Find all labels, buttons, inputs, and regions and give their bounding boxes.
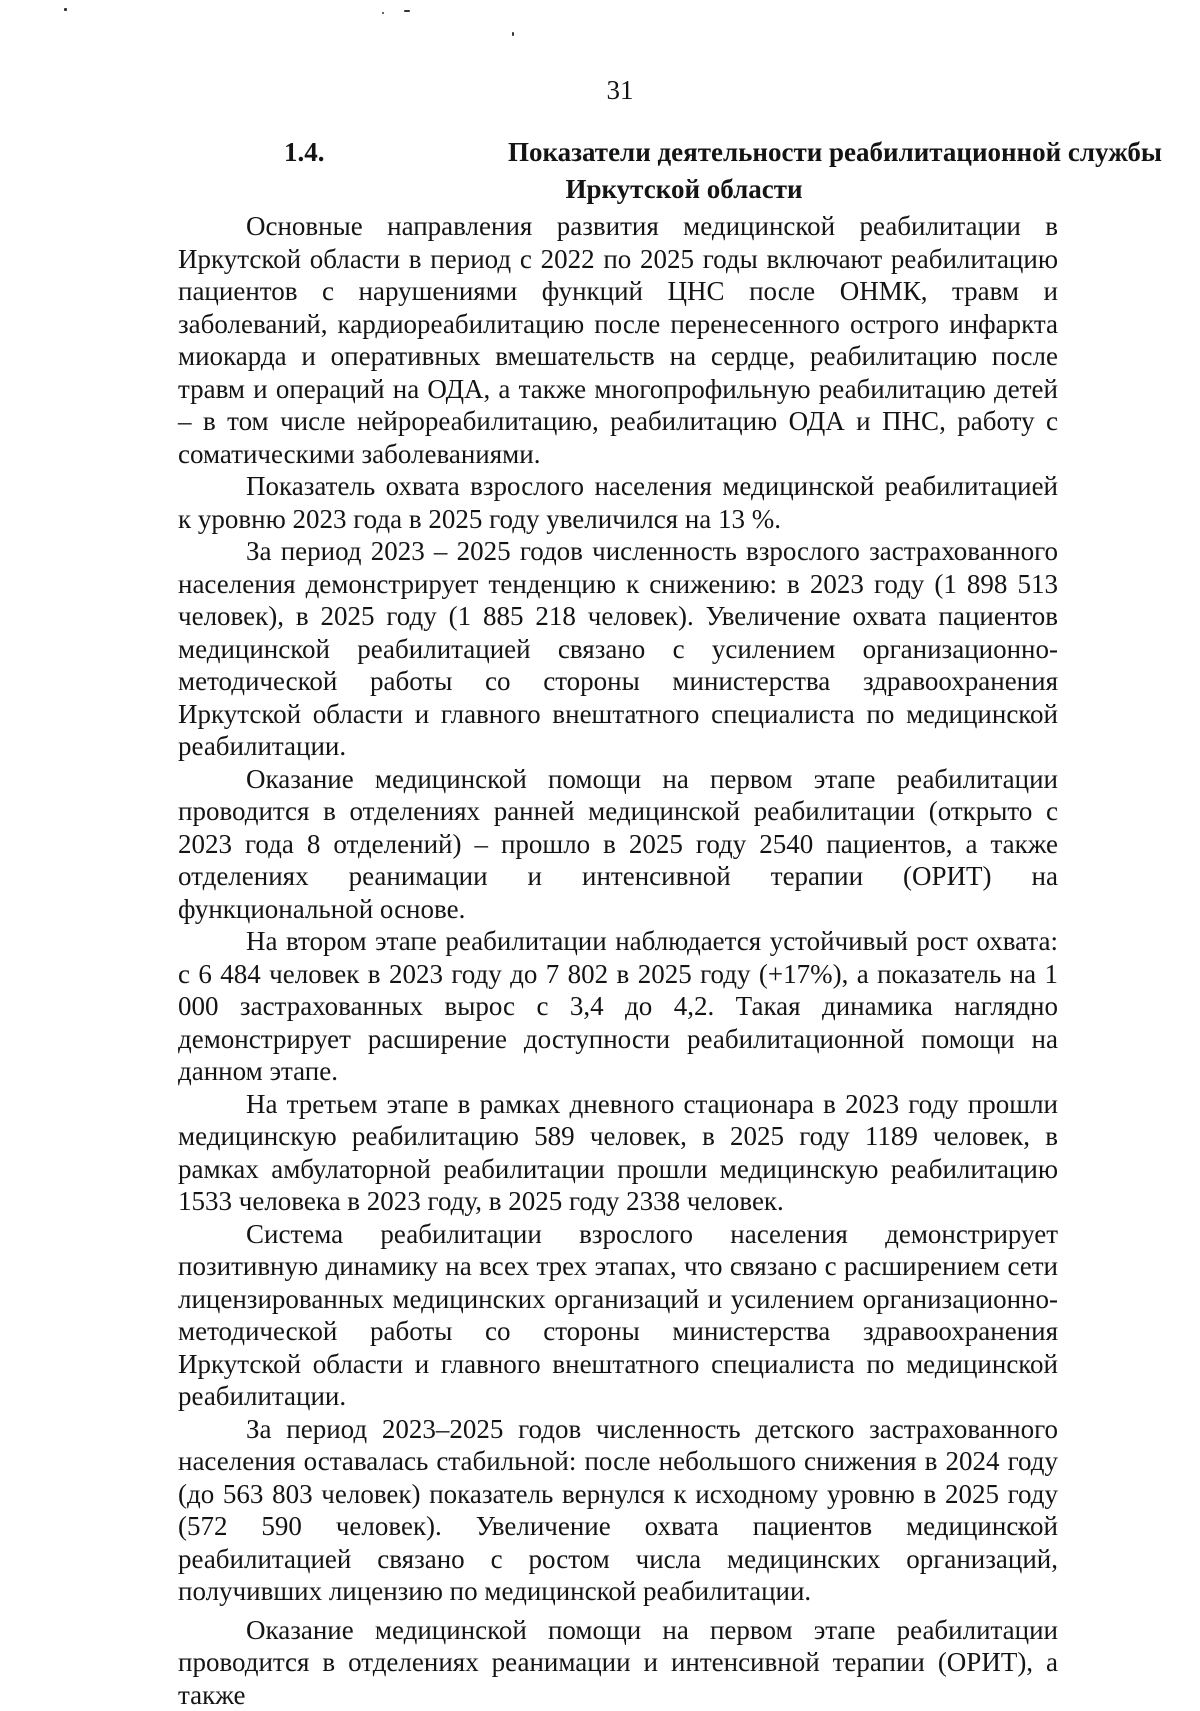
scan-speck: [64, 8, 67, 11]
paragraph: Система реабилитации взрослого населения демонстрирует позитивную динамику на всех трех этапах, что связано с расширением сети лицензированных медицинских организаций и усилением организационно-методической работы со стороны министерства здравоохранения Иркутской области и главного внештатного специалиста по медицинской реабилитации.: [178, 1218, 1058, 1413]
paragraph: Оказание медицинской помощи на первом этапе реабилитации проводится в отделениях ранней медицинской реабилитации (открыто с 2023 года 8 отделений) – прошло в 2025 году 2540 пациентов, а также отделениях реанимации и интенсивной терапии (ОРИТ) на функциональной основе.: [178, 763, 1058, 926]
body-text: [178, 210, 1058, 1711]
section-number: 1.4.: [284, 134, 325, 171]
paragraph: На третьем этапе в рамках дневного стационара в 2023 году прошли медицинскую реабилитацию 589 человек, в 2025 году 1189 человек, в рамках амбулаторной реабилитации прошли медицинскую реабилитацию 1533 человека в 2023 году, в 2025 году 2338 человек.: [178, 1088, 1058, 1218]
scan-speck: [404, 10, 410, 12]
scan-speck: [512, 32, 514, 36]
section-title-line-2: Иркутской области: [180, 171, 1060, 208]
paragraph: За период 2023–2025 годов численность детского застрахованного населения оставалась стабильной: после небольшого снижения в 2024 году (до 563 803 человек) показатель вернулся к исходному уровню в 2025 году (572 590 человек). Увеличение охвата пациентов медицинской реабилитацией связано с ростом числа медицинских организаций, получивших лицензию по медицинской реабилитации.: [178, 1413, 1058, 1608]
paragraph: Основные направления развития медицинской реабилитации в Иркутской области в период с 2022 по 2025 годы включают реабилитацию пациентов с нарушениями функций ЦНС после ОНМК, травм и заболеваний, кардиореабилитацию после перенесенного острого инфаркта миокарда и оперативных вмешательств на сердце, реабилитацию после травм и операций на ОДА, а также многопрофильную реабилитацию детей – в том числе нейрореабилитацию, реабилитацию ОДА и ПНС, работу с соматическими заболеваниями.: [178, 210, 1058, 470]
page-number: 31: [0, 74, 1200, 106]
paragraph: Показатель охвата взрослого населения медицинской реабилитацией к уровню 2023 года в 2025 году увеличился на 13 %.: [178, 470, 1058, 535]
section-title-line-1: Показатели деятельности реабилитационной службы: [180, 134, 1060, 171]
scan-speck: [382, 12, 384, 14]
section-heading: [180, 134, 1060, 208]
paragraph: Оказание медицинской помощи на первом этапе реабилитации проводится в отделениях реанимации и интенсивной терапии (ОРИТ), а также: [178, 1614, 1058, 1711]
paragraph: За период 2023 – 2025 годов численность взрослого застрахованного населения демонстрирует тенденцию к снижению: в 2023 году (1 898 513 человек), в 2025 году (1 885 218 человек). Увеличение охвата пациентов медицинской реабилитацией связано с усилением организационно-методической работы со стороны министерства здравоохранения Иркутской области и главного внештатного специалиста по медицинской реабилитации.: [178, 535, 1058, 763]
paragraph: На втором этапе реабилитации наблюдается устойчивый рост охвата: с 6 484 человек в 2023 году до 7 802 в 2025 году (+17%), а показатель на 1 000 застрахованных вырос с 3,4 до 4,2. Такая динамика наглядно демонстрирует расширение доступности реабилитационной помощи на данном этапе.: [178, 925, 1058, 1088]
